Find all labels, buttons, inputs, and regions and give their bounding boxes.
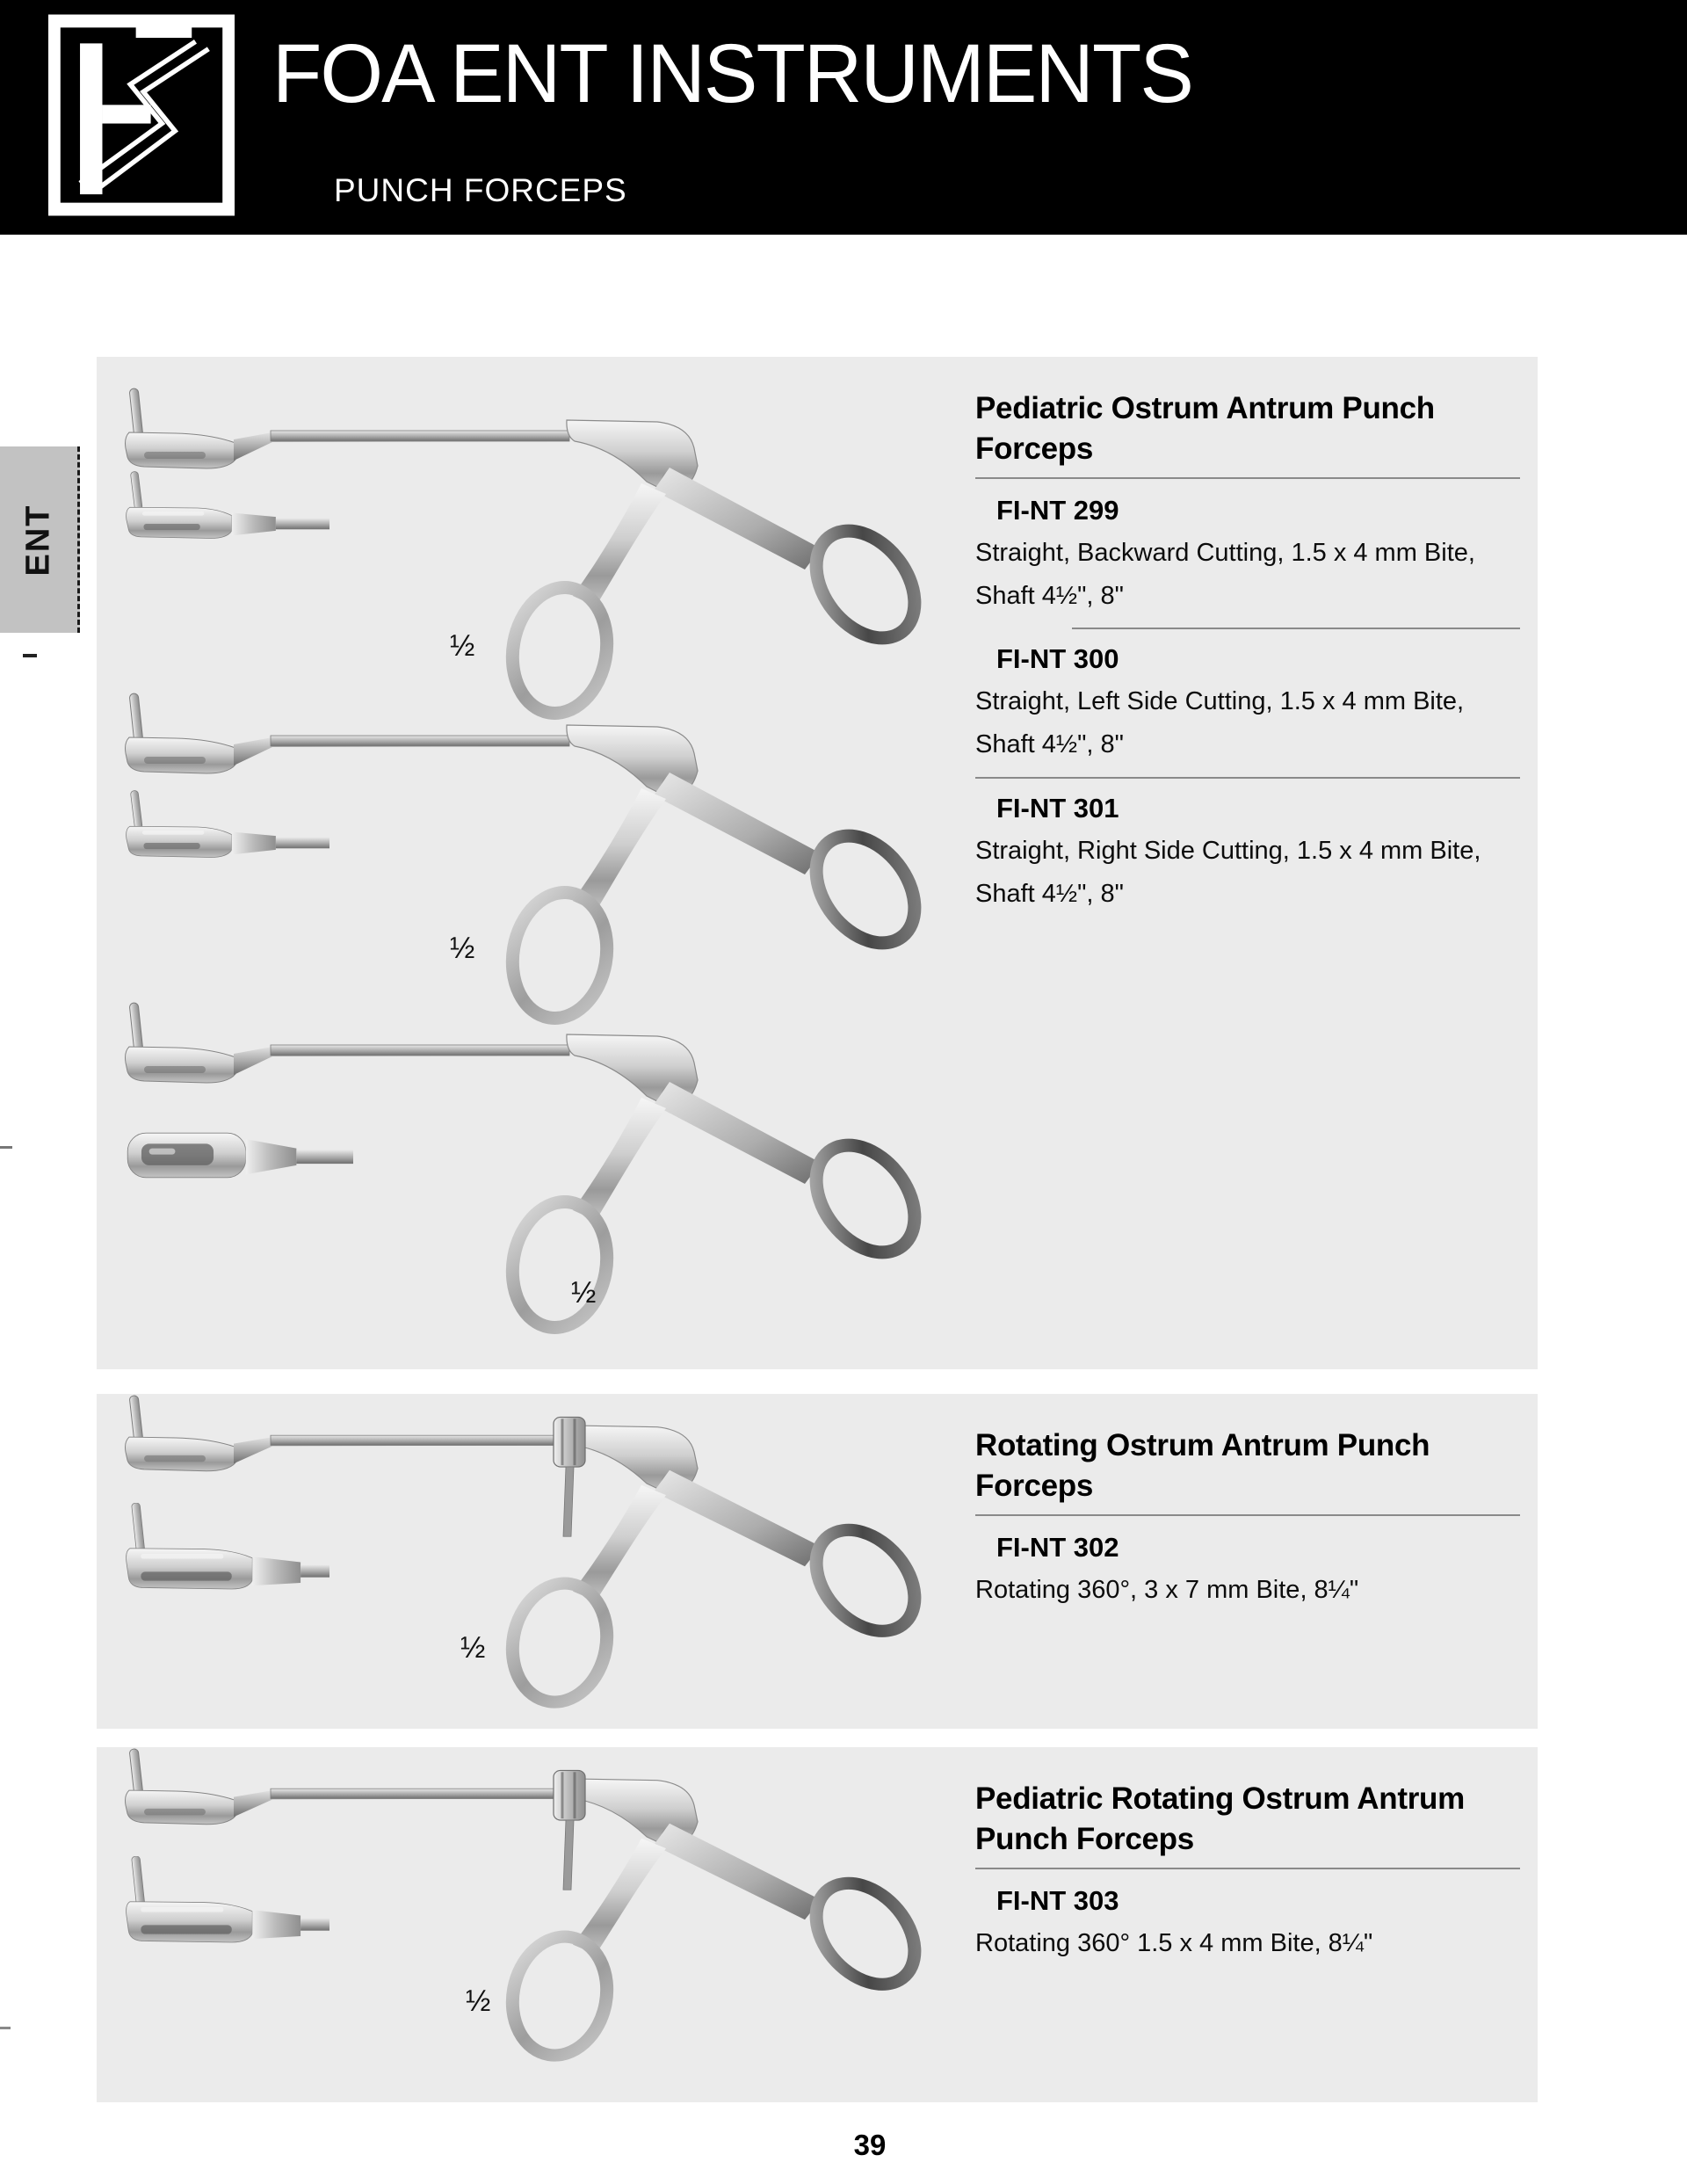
scale-label: ½ [460, 1631, 486, 1665]
scale-label: ½ [466, 1984, 491, 2018]
tip-detail-fint303 [123, 1847, 329, 1955]
product-entry [975, 629, 1520, 780]
tip-detail-fint302 [123, 1494, 329, 1601]
scale-label: ½ [450, 932, 475, 965]
page-subtitle: PUNCH FORCEPS [334, 172, 627, 208]
brand-title: FOA ENT INSTRUMENTS [272, 27, 1192, 120]
logo-notch [136, 25, 192, 38]
product-code: FI-NT 302 [996, 1532, 1119, 1563]
registration-tick [0, 2027, 11, 2029]
product-description: Straight, Right Side Cutting, 1.5 x 4 mm Bite, Shaft 4½", 8" [975, 837, 1481, 909]
product-code: FI-NT 303 [996, 1885, 1119, 1916]
scale-label: ½ [450, 629, 475, 663]
tip-detail-fint299 [123, 466, 329, 550]
product-entry [975, 1518, 1520, 1612]
product-entry [975, 481, 1520, 629]
product-code: FI-NT 299 [996, 495, 1119, 526]
product-text-column [975, 388, 1520, 917]
product-group-title: Rotating Ostrum Antrum Punch Forceps [975, 1426, 1520, 1516]
product-code: FI-NT 301 [996, 793, 1119, 824]
product-text-column [975, 1779, 1520, 1965]
fs-logo [48, 14, 235, 216]
tip-detail-fint301 [123, 1127, 353, 1184]
product-entry [975, 1871, 1520, 1965]
page-number: 39 [853, 2129, 887, 2161]
product-group-title: Pediatric Rotating Ostrum Antrum Punch Forceps [975, 1779, 1520, 1869]
product-group-title: Pediatric Ostrum Antrum Punch Forceps [975, 388, 1520, 479]
product-code: FI-NT 300 [996, 642, 1119, 674]
product-description: Rotating 360°, 3 x 7 mm Bite, 8¼" [975, 1576, 1359, 1604]
ent-section-tab [0, 446, 80, 633]
product-description: Straight, Left Side Cutting, 1.5 x 4 mm Bite, Shaft 4½", 8" [975, 686, 1465, 758]
product-description: Rotating 360° 1.5 x 4 mm Bite, 8¼" [975, 1929, 1373, 1957]
scale-label: ½ [571, 1276, 597, 1310]
product-entry [975, 779, 1520, 917]
registration-tick [0, 1146, 12, 1149]
product-description: Straight, Backward Cutting, 1.5 x 4 mm Bite, Shaft 4½", 8" [975, 539, 1475, 611]
registration-tick [23, 654, 37, 657]
forceps-photo-fint299 [123, 387, 929, 729]
product-text-column [975, 1426, 1520, 1612]
page-header [0, 0, 1687, 235]
ent-tab-label: ENT [19, 504, 57, 576]
tip-detail-fint300 [123, 785, 329, 869]
